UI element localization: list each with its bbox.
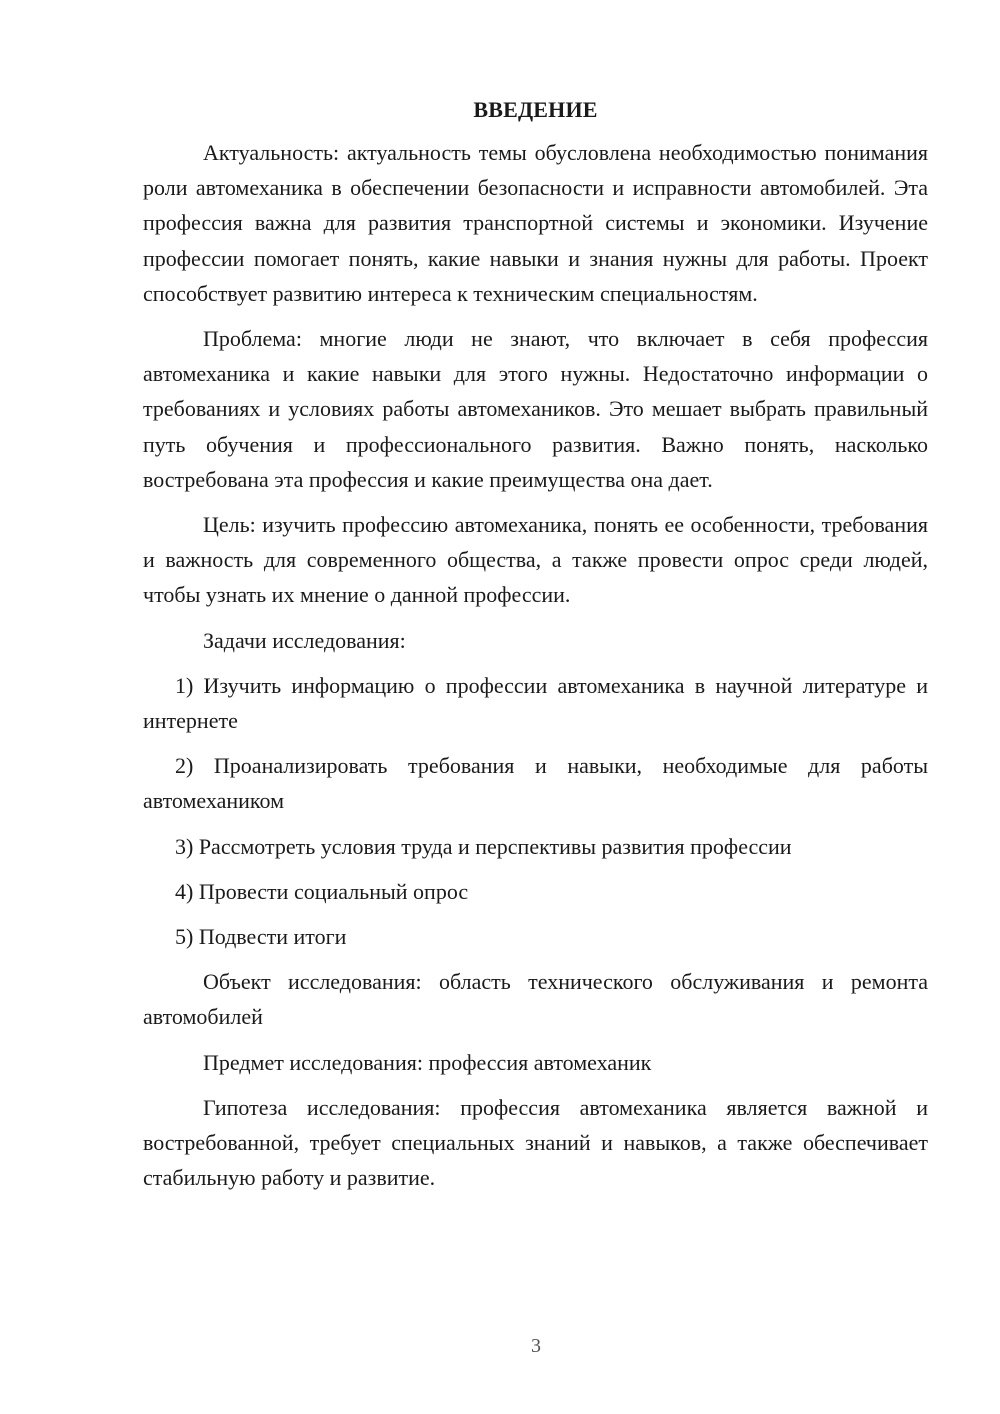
page-title: ВВЕДЕНИЕ xyxy=(473,97,598,122)
task-item-5: 5) Подвести итоги xyxy=(175,924,347,950)
relevance-paragraph: Актуальность: актуальность темы обусловлена необходимостью понимания роли автомеханика в обеспечении безопасности и исправности автомобилей. Эта профессия важна для развития транспортной системы и экономики. Изучение профессии помогает понять, какие навыки и знания нужны для работы. Проект способствует развитию интереса к техническим специальностям. xyxy=(143,140,928,306)
document-page xyxy=(143,92,928,1205)
task-item-2: 2) Проанализировать требования и навыки, необходимые для работы автомехаником xyxy=(143,753,928,814)
page-number: 3 xyxy=(531,1335,541,1357)
goal-paragraph: Цель: изучить профессию автомеханика, понять ее особенности, требования и важность для современного общества, а также провести опрос среди людей, чтобы узнать их мнение о данной профессии. xyxy=(143,512,928,608)
tasks-heading: Задачи исследования: xyxy=(203,627,406,653)
hypothesis-paragraph: Гипотеза исследования: профессия автомеханика является важной и востребованной, требует специальных знаний и навыков, а также обеспечивает стабильную работу и развитие. xyxy=(143,1094,928,1191)
tasks-list xyxy=(143,668,928,954)
task-item-1: 1) Изучить информацию о профессии автомеханика в научной литературе и интернете xyxy=(143,672,928,734)
task-item-3: 3) Рассмотреть условия труда и перспективы развития профессии xyxy=(175,833,792,859)
task-item-4: 4) Провести социальный опрос xyxy=(175,878,469,904)
research-subject-paragraph: Предмет исследования: профессия автомеханик xyxy=(203,1049,652,1075)
problem-paragraph: Проблема: многие люди не знают, что включает в себя профессия автомеханика и какие навыки для этого нужны. Недостаточно информации о требованиях и условиях работы автомехаников. Это мешает выбрать правильный путь обучения и профессионального развития. Важно понять, насколько востребована эта профессия и какие преимущества она дает. xyxy=(143,326,928,492)
research-object-paragraph: Объект исследования: область технического обслуживания и ремонта автомобилей xyxy=(143,969,928,1030)
